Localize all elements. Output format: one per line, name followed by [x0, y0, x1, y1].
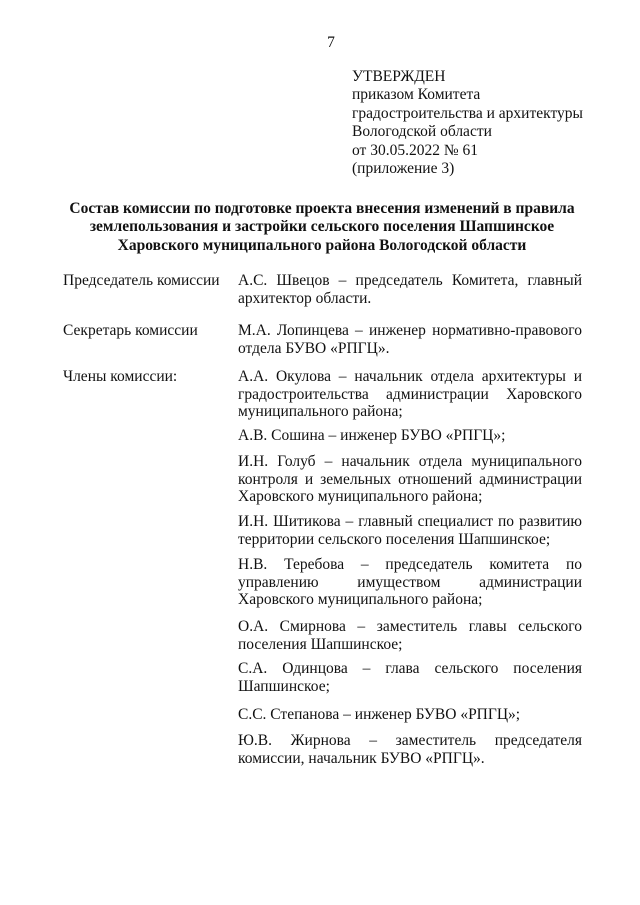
member-entry: С.С. Степанова – инженер БУВО «РПГЦ»;	[238, 706, 521, 723]
member-entry: С.А. Одинцова – глава сельского поселения Шапшинское;	[238, 660, 582, 695]
chair-entry: А.С. Швецов – председатель Комитета, главный архитектор области.	[238, 272, 582, 307]
page-number: 7	[327, 34, 335, 51]
approval-line: Вологодской области	[352, 123, 492, 141]
member-entry: И.Н. Голуб – начальник отдела муниципального контроля и земельных отношений администрации Харовского муниципального района;	[238, 453, 582, 506]
document-title	[62, 200, 582, 255]
secretary-entry: М.А. Лопинцева – инженер нормативно-правового отдела БУВО «РПГЦ».	[238, 322, 582, 357]
approval-stamp	[352, 68, 622, 178]
approval-appendix: (приложение 3)	[352, 160, 455, 178]
title-line: землепользования и застройки сельского поселения Шапшинское	[89, 218, 555, 236]
approval-line: градостроительства и архитектуры	[352, 104, 583, 122]
approval-date-number: от 30.05.2022 № 61	[352, 141, 478, 159]
chair-label: Председатель комиссии	[63, 272, 220, 289]
member-entry: А.А. Окулова – начальник отдела архитектуры и градостроительства администрации Харовского муниципального района;	[238, 368, 582, 421]
approval-line: приказом Комитета	[352, 86, 481, 104]
members-label: Члены комиссии:	[63, 368, 178, 385]
member-entry: Н.В. Теребова – председатель комитета по управлению имуществом администрации Харовского муниципального района;	[238, 556, 582, 609]
member-entry: А.В. Сошина – инженер БУВО «РПГЦ»;	[238, 427, 506, 444]
approval-heading: УТВЕРЖДЕН	[352, 68, 446, 85]
title-line: Состав комиссии по подготовке проекта внесения изменений в правила	[69, 200, 575, 217]
member-entry: О.А. Смирнова – заместитель главы сельского поселения Шапшинское;	[238, 618, 582, 653]
member-entry: Ю.В. Жирнова – заместитель председателя комиссии, начальник БУВО «РПГЦ».	[238, 732, 582, 767]
title-line: Харовского муниципального района Вологодской области	[117, 236, 527, 254]
member-entry: И.Н. Шитикова – главный специалист по развитию территории сельского поселения Шапшинское;	[238, 513, 582, 548]
secretary-label: Секретарь комиссии	[63, 322, 198, 339]
